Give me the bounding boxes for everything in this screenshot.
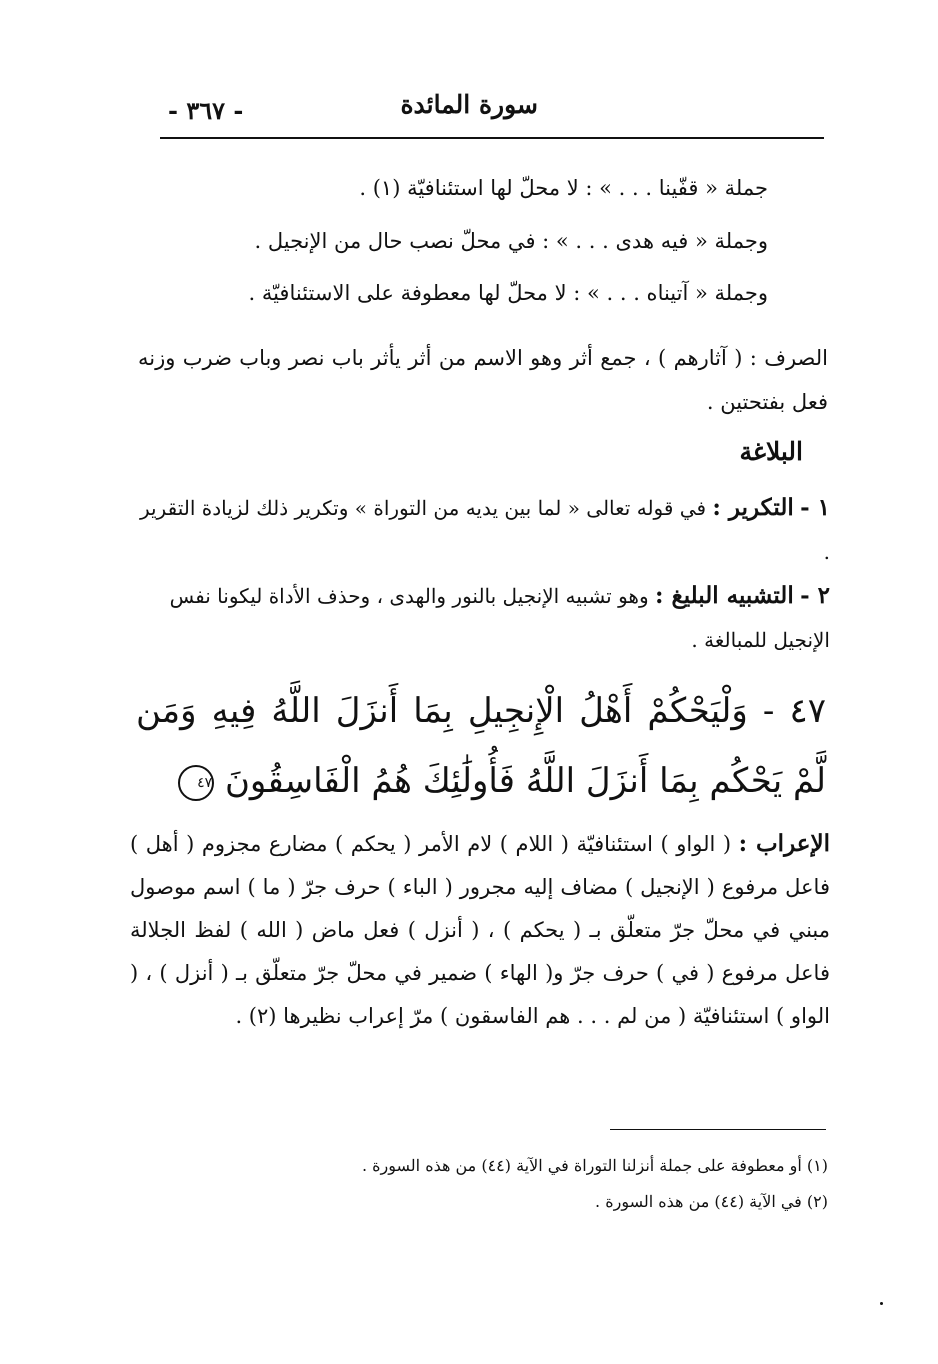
balagha-heading: البلاغة: [739, 437, 803, 466]
balagha-item-2: [130, 574, 830, 662]
footnote-2: (٢) في الآية (٤٤) من هذه السورة .: [595, 1192, 828, 1211]
jumla-line-1: جملة « قفّينا . . . » : لا محلّ لها استئنافيّة (١) .: [359, 176, 768, 200]
irab-paragraph: [130, 822, 830, 1038]
irab-text: ( الواو ) استئنافيّة ( اللام ) لام الأمر ( يحكم ) مضارع مجزوم ( أهل ) فاعل مرفوع ( الإنجيل ) مضاف إليه مجرور ( الباء ) حرف جرّ ( ما ) اسم موصول مبني في محلّ جرّ متعلّق بـ ( يحكم ) ، ( أنزل ) فعل ماض ( الله ) لفظ الجلالة فاعل مرفوع ( في ) حرف جرّ و( الهاء ) ضمير في محلّ جرّ متعلّق بـ ( أنزل ) ، ( الواو ) استئنافيّة ( من لم . . . هم الفاسقون ) مرّ إعراب نظيرها (٢) .: [130, 832, 830, 1028]
footnote-1: (١) أو معطوفة على جملة أنزلنا التوراة في الآية (٤٤) من هذه السورة .: [361, 1156, 828, 1175]
jumla-line-3: وجملة « آتيناه . . . » : لا محلّ لها معطوفة على الاستئنافيّة .: [248, 281, 768, 305]
verse-text: وَلْيَحْكُمْ أَهْلُ الْإِنجِيلِ بِمَا أَنزَلَ اللَّهُ فِيهِ وَمَن لَّمْ يَحْكُم بِمَا أَنزَلَ اللَّهُ فَأُولَٰئِكَ هُمُ الْفَاسِقُونَ: [136, 691, 826, 801]
verse-end-mark: ٤٧: [178, 765, 214, 801]
footnote-divider: [610, 1129, 826, 1130]
item-term: التشبيه البليغ :: [655, 582, 794, 609]
header-divider: [160, 137, 824, 139]
verse-block: [136, 676, 826, 816]
sarf-paragraph: الصرف : ( آثارهم ) ، جمع أثر وهو الاسم من أثر يأثر باب نصر وباب ضرب وزنه فعل بفتحتين .: [138, 346, 828, 414]
item-text: وهو تشبيه الإنجيل بالنور والهدى ، وحذف الأداة ليكونا نفس الإنجيل للمبالغة .: [169, 584, 830, 652]
item-text: في قوله تعالى « لما بين يديه من التوراة » وتكرير ذلك لزيادة التقرير .: [139, 496, 830, 564]
page-speck: [880, 1302, 883, 1305]
verse-number: ٤٧ -: [762, 691, 826, 731]
page-title: سورة المائدة: [400, 90, 538, 119]
item-number: ١ -: [800, 494, 830, 521]
item-number: ٢ -: [800, 582, 830, 609]
irab-lead: الإعراب :: [738, 830, 830, 857]
page-number: - ٣٦٧ -: [168, 96, 244, 125]
item-term: التكرير :: [712, 494, 794, 521]
jumla-line-2: وجملة « فيه هدى . . . » : في محلّ نصب حال من الإنجيل .: [254, 229, 768, 253]
balagha-item-1: [130, 486, 830, 574]
